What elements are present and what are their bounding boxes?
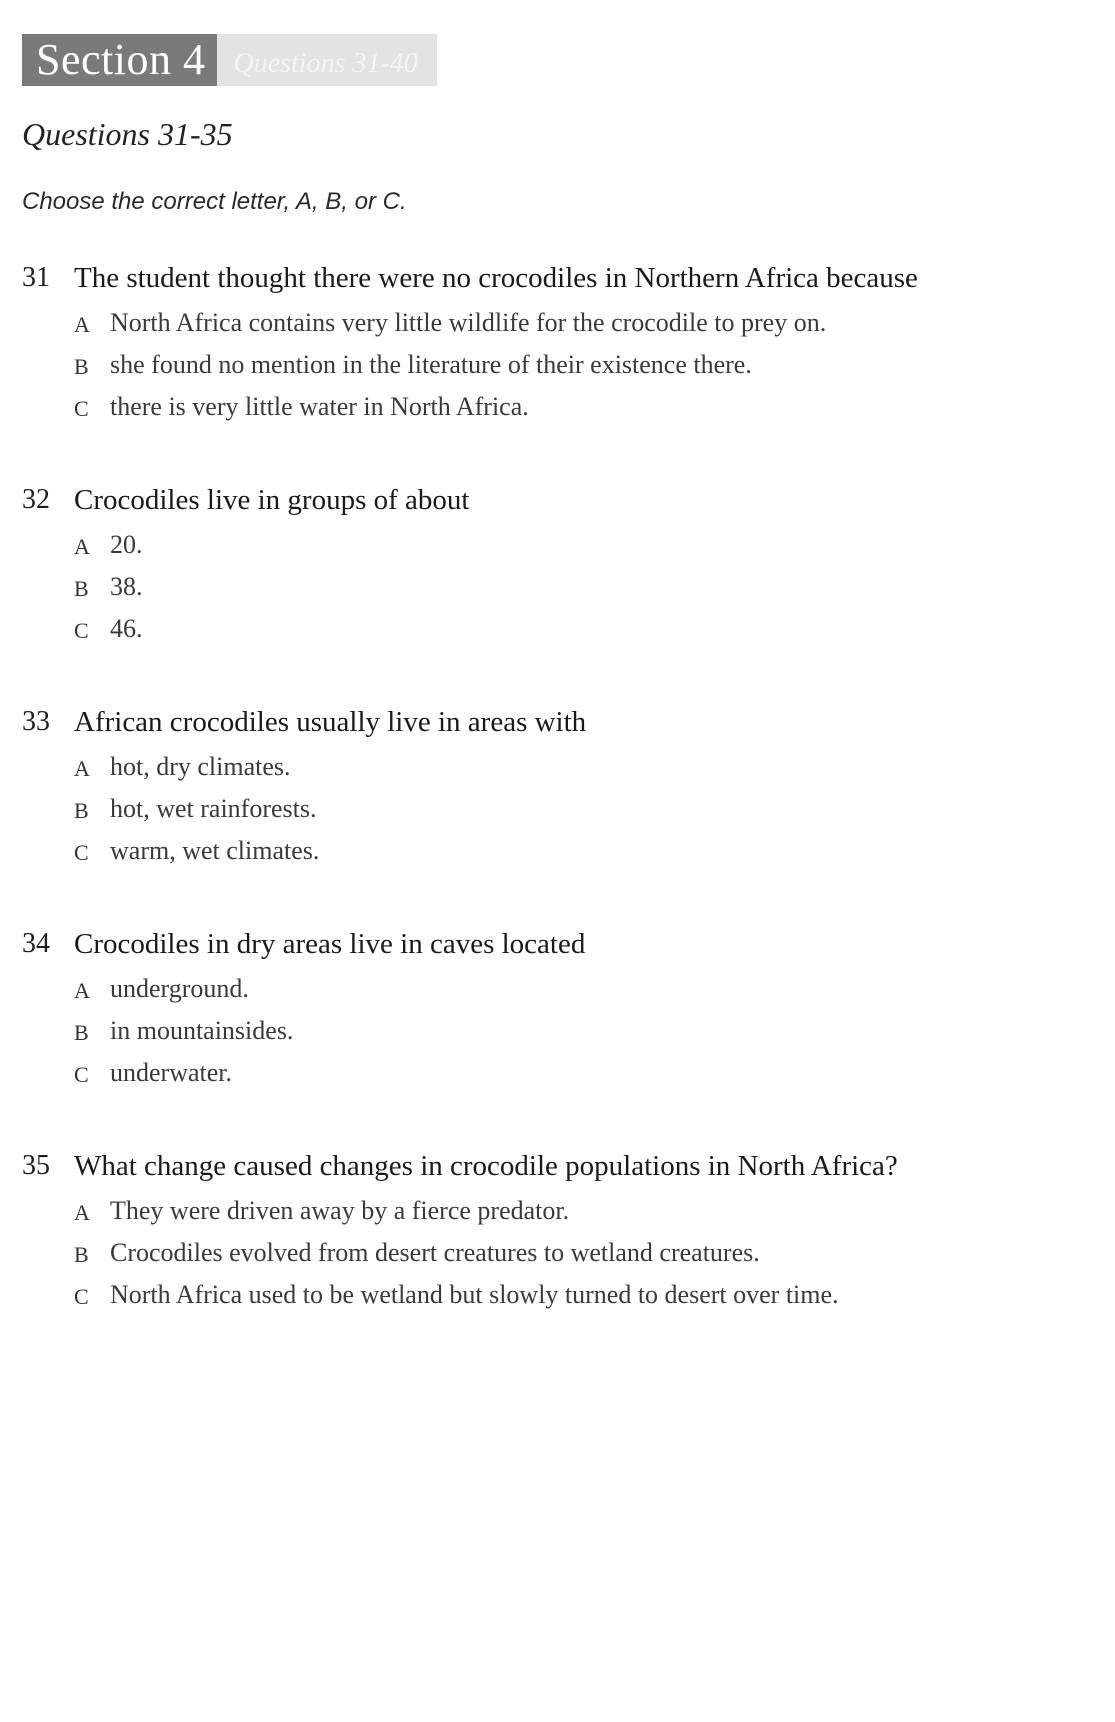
option-list bbox=[0, 530, 1115, 656]
option-text: underground. bbox=[110, 974, 249, 1003]
question-number: 32 bbox=[22, 484, 50, 515]
question-stem bbox=[0, 484, 1115, 528]
question-stem bbox=[0, 262, 1115, 306]
option-letter: B bbox=[74, 576, 89, 601]
question-group-title: Questions 31-35 bbox=[22, 116, 233, 152]
option-c[interactable] bbox=[0, 836, 1115, 878]
option-letter: A bbox=[74, 756, 90, 781]
question-stem bbox=[0, 706, 1115, 750]
option-text: Crocodiles evolved from desert creatures to wetland creatures. bbox=[110, 1238, 760, 1267]
option-text: there is very little water in North Africa. bbox=[110, 392, 529, 421]
option-list bbox=[0, 974, 1115, 1100]
option-letter: B bbox=[74, 1020, 89, 1045]
option-letter: B bbox=[74, 354, 89, 379]
option-a[interactable] bbox=[0, 530, 1115, 572]
question-34 bbox=[0, 928, 1115, 1100]
option-list bbox=[0, 1196, 1115, 1322]
question-35 bbox=[0, 1150, 1115, 1322]
option-letter: B bbox=[74, 1242, 89, 1267]
option-text: warm, wet climates. bbox=[110, 836, 320, 865]
question-31 bbox=[0, 262, 1115, 434]
option-text: underwater. bbox=[110, 1058, 233, 1087]
question-text: Crocodiles live in groups of about bbox=[74, 484, 470, 516]
option-a[interactable] bbox=[0, 974, 1115, 1016]
option-list bbox=[0, 752, 1115, 878]
option-letter: C bbox=[74, 396, 89, 421]
section-range: Questions 31-40 bbox=[217, 34, 437, 86]
section-label: Section 4 bbox=[22, 34, 217, 86]
question-number: 33 bbox=[22, 706, 50, 737]
question-stem bbox=[0, 928, 1115, 972]
option-b[interactable] bbox=[0, 794, 1115, 836]
option-letter: A bbox=[74, 312, 90, 337]
option-c[interactable] bbox=[0, 1280, 1115, 1322]
option-a[interactable] bbox=[0, 308, 1115, 350]
option-text: 46. bbox=[110, 614, 143, 643]
question-number: 35 bbox=[22, 1150, 50, 1181]
option-letter: C bbox=[74, 618, 89, 643]
option-letter: A bbox=[74, 1200, 90, 1225]
question-number: 31 bbox=[22, 262, 50, 293]
option-c[interactable] bbox=[0, 1058, 1115, 1100]
option-list bbox=[0, 308, 1115, 434]
question-text: What change caused changes in crocodile populations in North Africa? bbox=[74, 1150, 898, 1182]
option-letter: C bbox=[74, 840, 89, 865]
option-text: hot, wet rainforests. bbox=[110, 794, 317, 823]
question-text: Crocodiles in dry areas live in caves located bbox=[74, 928, 586, 960]
option-c[interactable] bbox=[0, 614, 1115, 656]
option-c[interactable] bbox=[0, 392, 1115, 434]
option-text: 38. bbox=[110, 572, 143, 601]
option-b[interactable] bbox=[0, 1016, 1115, 1058]
question-32 bbox=[0, 484, 1115, 656]
option-a[interactable] bbox=[0, 1196, 1115, 1238]
question-text: African crocodiles usually live in areas with bbox=[74, 706, 587, 738]
instruction-text: Choose the correct letter, A, B, or C. bbox=[22, 188, 407, 215]
question-stem bbox=[0, 1150, 1115, 1194]
option-letter: A bbox=[74, 534, 90, 559]
option-text: North Africa contains very little wildlife for the crocodile to prey on. bbox=[110, 308, 827, 337]
option-text: North Africa used to be wetland but slowly turned to desert over time. bbox=[110, 1280, 839, 1309]
option-b[interactable] bbox=[0, 1238, 1115, 1280]
option-text: hot, dry climates. bbox=[110, 752, 291, 781]
option-text: 20. bbox=[110, 530, 143, 559]
option-text: in mountainsides. bbox=[110, 1016, 294, 1045]
question-number: 34 bbox=[22, 928, 50, 959]
section-header bbox=[22, 34, 437, 86]
option-letter: C bbox=[74, 1284, 89, 1309]
question-text: The student thought there were no crocodiles in Northern Africa because bbox=[74, 262, 918, 294]
option-b[interactable] bbox=[0, 572, 1115, 614]
option-letter: C bbox=[74, 1062, 89, 1087]
option-text: she found no mention in the literature of their existence there. bbox=[110, 350, 752, 379]
option-a[interactable] bbox=[0, 752, 1115, 794]
option-b[interactable] bbox=[0, 350, 1115, 392]
option-text: They were driven away by a fierce predator. bbox=[110, 1196, 570, 1225]
option-letter: A bbox=[74, 978, 90, 1003]
question-33 bbox=[0, 706, 1115, 878]
option-letter: B bbox=[74, 798, 89, 823]
